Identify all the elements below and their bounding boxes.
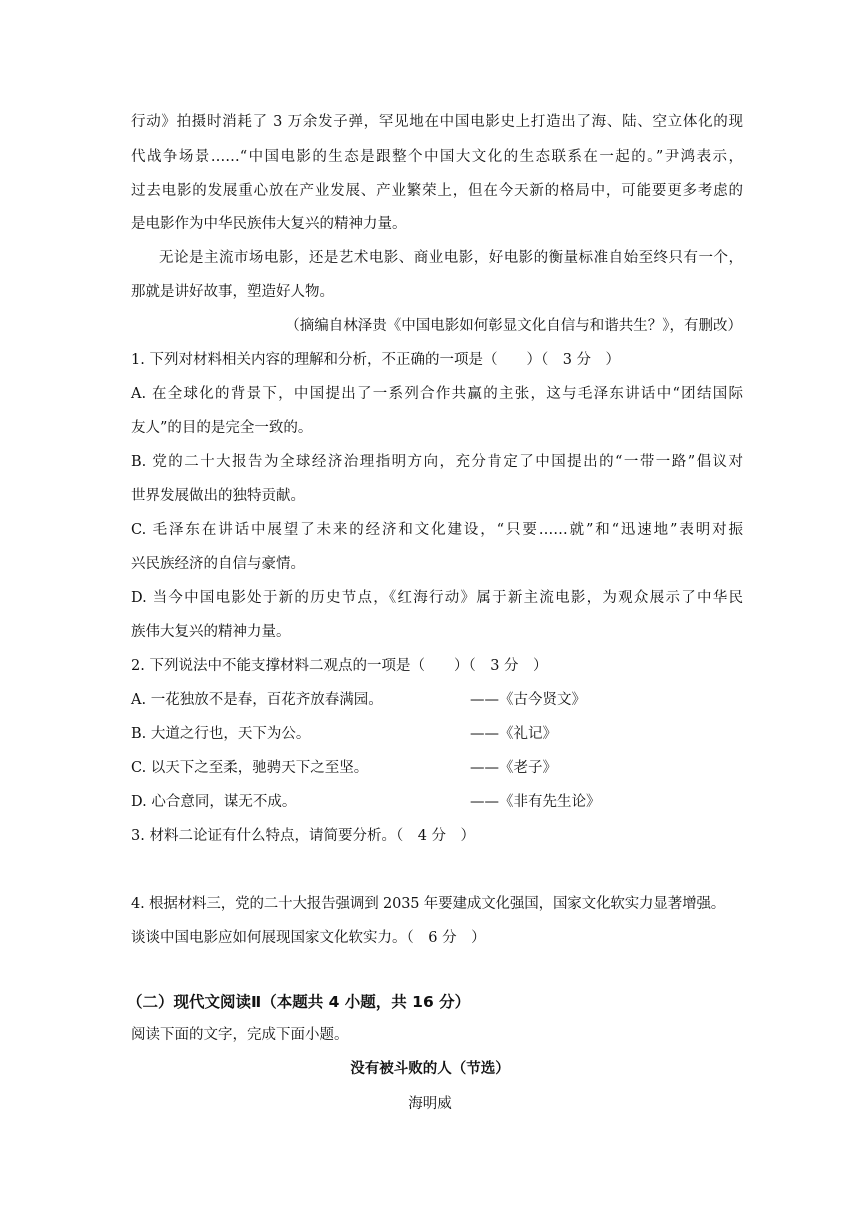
question-1-option-b: B. 党的二十大报告为全球经济治理指明方向，充分肯定了中国提出的“一带一路”倡议对 xyxy=(131,454,743,470)
question-1-option-d: D. 当今中国电影处于新的历史节点，《红海行动》属于新主流电影，为观众展示了中华民 xyxy=(131,590,743,606)
passage-line: 代战争场景……“中国电影的生态是跟整个中国大文化的生态联系在一起的。”尹鸿表示， xyxy=(131,149,743,165)
question-1-option-a: A. 在全球化的背景下，中国提出了一系列合作共赢的主张，这与毛泽东讲话中“团结国际 xyxy=(131,386,743,402)
question-2-stem: 2. 下列说法中不能支撑材料二观点的一项是（ ）（ 3 分 ） xyxy=(131,658,548,674)
question-1-option-a-cont: 友人”的目的是完全一致的。 xyxy=(131,420,313,436)
question-1-option-d-cont: 族伟大复兴的精神力量。 xyxy=(131,624,291,640)
option-source: ——《非有先生论》 xyxy=(470,794,601,810)
option-text: A. 一花独放不是春，百花齐放春满园。 xyxy=(131,692,383,708)
question-2-option-d xyxy=(131,792,296,812)
story-title: 没有被斗败的人（节选） xyxy=(350,1061,510,1077)
question-1-option-b-cont: 世界发展做出的独特贡献。 xyxy=(131,488,305,504)
passage-line: 过去电影的发展重心放在产业发展、产业繁荣上，但在今天新的格局中，可能要更多考虑的 xyxy=(131,183,743,199)
question-1-option-c-cont: 兴民族经济的自信与豪情。 xyxy=(131,556,305,572)
story-author: 海明威 xyxy=(408,1096,452,1112)
option-source: ——《老子》 xyxy=(470,760,557,776)
passage-source: （摘编自林泽贵《中国电影如何彰显文化自信与和谐共生？》，有删改） xyxy=(285,318,742,334)
question-2-option-a xyxy=(131,690,383,710)
question-2-option-c xyxy=(131,758,368,778)
option-text: B. 大道之行也，天下为公。 xyxy=(131,726,311,742)
question-4-stem: 4. 根据材料三，党的二十大报告强调到 2035 年要建成文化强国，国家文化软实力显著增强。 xyxy=(131,896,726,912)
option-text: C. 以天下之至柔，驰骋天下之至坚。 xyxy=(131,760,369,776)
passage-paragraph-2: 无论是主流市场电影，还是艺术电影、商业电影，好电影的衡量标准自始至终只有一个， xyxy=(159,250,743,266)
question-1-stem: 1. 下列对材料相关内容的理解和分析，不正确的一项是（ ）（ 3 分 ） xyxy=(131,352,621,368)
section-heading: （二）现代文阅读Ⅱ（本题共 4 小题，共 16 分） xyxy=(127,993,471,1011)
section-instruction: 阅读下面的文字，完成下面小题。 xyxy=(131,1027,349,1043)
passage-line: 行动》拍摄时消耗了 3 万余发子弹，罕见地在中国电影史上打造出了海、陆、空立体化的现 xyxy=(131,114,743,130)
question-3: 3. 材料二论证有什么特点，请简要分析。（ 4 分 ） xyxy=(131,828,476,844)
passage-paragraph-2-cont: 那就是讲好故事，塑造好人物。 xyxy=(131,284,334,300)
question-1-option-c: C. 毛泽东在讲话中展望了未来的经济和文化建设，“只要……就”和“迅速地”表明对振 xyxy=(131,522,743,538)
passage-line: 是电影作为中华民族伟大复兴的精神力量。 xyxy=(131,216,407,232)
option-source: ——《礼记》 xyxy=(470,726,557,742)
option-source: ——《古今贤文》 xyxy=(470,692,586,708)
option-text: D. 心合意同，谋无不成。 xyxy=(131,794,297,810)
question-4-stem-cont: 谈谈中国电影应如何展现国家文化软实力。（ 6 分 ） xyxy=(131,930,486,946)
question-2-option-b xyxy=(131,724,310,744)
